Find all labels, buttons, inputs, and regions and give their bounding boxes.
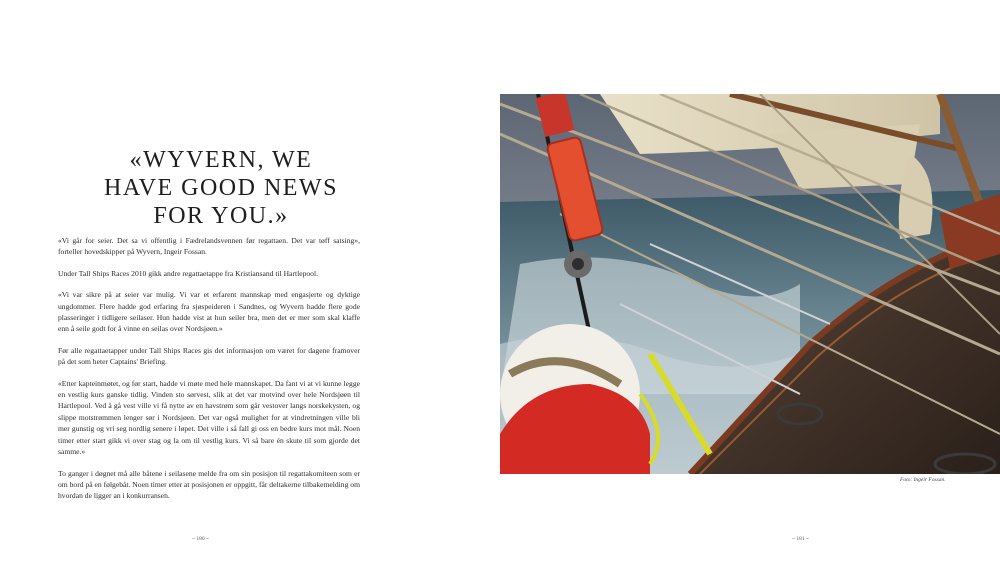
- headline-line: FOR YOU.»: [153, 203, 289, 229]
- paragraph: «Vi går for seier. Det sa vi offentlig i Fædrelandsvennen før regattaen. Det var tøff satsing», forteller hovedskipper på Wyvern, Ingeir Fossan.: [58, 236, 360, 257]
- headline-line: HAVE GOOD NEWS: [104, 175, 338, 201]
- right-page: [500, 0, 1000, 568]
- page-number-left: ~ 180 ~: [192, 536, 209, 542]
- page-number-right: ~ 181 ~: [792, 536, 809, 542]
- paragraph: Før alle regattaetapper under Tall Ships Races gis det informasjon om været for dagene framover på det som heter Captains' Briefing.: [58, 345, 360, 367]
- headline-line: «WYVERN, WE: [129, 147, 313, 173]
- paragraph: Under Tall Ships Races 2010 gikk andre regattaetappe fra Kristiansand til Hartlepool.: [58, 268, 318, 278]
- chapter-headline: [56, 146, 386, 230]
- photo-credit: Foto: Ingeir Fossan.: [900, 477, 946, 483]
- body-text: [58, 235, 360, 512]
- paragraph: «Etter kapteinmøtet, og før start, hadde vi møte med hele mannskapet. Da fant vi at vi kunne legge en vestlig kurs ganske tidlig. Vinden sto sørvest, slik at det var motvind over hele Nordsjøen til Hartlepool. Ved å gå vest ville vi få nytte av en havstrøm som går vestover langs norskekysten, og slippe motstrømmen lenger sør i Nordsjøen. Det var også mulighet for at vindretningen ville bli mer gunstig og vri seg nordlig senere i løpet. Det ville i så fall gi oss en bedre kurs mot mål. Noen timer etter start gikk vi over stag og la om til vestlig kurs. Vi så bare én skute til som gjorde det samme.»: [58, 378, 360, 457]
- paragraph: «Vi var sikre på at seier var mulig. Vi var et erfarent mannskap med engasjerte og dyktige ungdommer. Flere hadde god erfaring fra sjøspeideren i Sandnes, og Wyvern hadde flere gode plasseringer i tidligere seilaser. Hun hadde vist at hun seiler bra, men det er mer som skal klaffe enn å seile godt for å vinne en seilas over Nordsjøen.»: [58, 290, 360, 334]
- sailing-photo: [500, 94, 1000, 474]
- paragraph: To ganger i døgnet må alle båtene i seilasene melde fra om sin posisjon til regattakomiteen som er om bord på en følgebåt. Noen timer etter at posisjonen er oppgitt, får deltakerne tilbakemelding om hvordan de ligger an i konkurransen.: [58, 468, 360, 501]
